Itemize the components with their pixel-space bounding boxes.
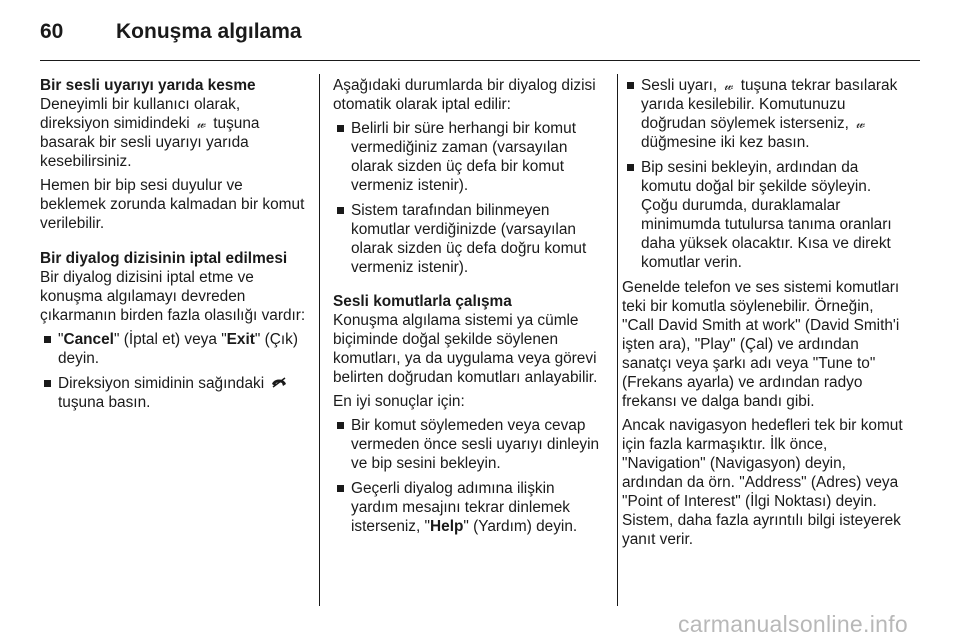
paragraph: Konuşma algılama sistemi ya cümle biçiminde doğal şekilde söylenen komutları, ya da uygulama veya görevi belirten doğrudan komutları anlayabilir. xyxy=(333,312,598,386)
bullet-square-icon xyxy=(337,485,344,492)
column-divider xyxy=(319,74,320,606)
list-item: Sistem tarafından bilinmeyen komutlar verdiğinizde (varsayılan olarak sizden üç defa doğru komut vermeniz istenir). xyxy=(333,201,605,277)
bullet-square-icon xyxy=(627,164,634,171)
section-heading: Bir sesli uyarıyı yarıda kesme xyxy=(40,77,256,94)
paragraph: En iyi sonuçlar için: xyxy=(333,393,465,410)
page-number: 60 xyxy=(40,20,64,43)
bullet-square-icon xyxy=(627,82,634,89)
voice-command-icon: 𝓌 xyxy=(724,78,734,93)
bullet-list xyxy=(333,119,605,277)
bullet-square-icon xyxy=(337,422,344,429)
bullet-list xyxy=(622,76,907,272)
paragraph: Genelde telefon ve ses sistemi komutları teki bir komutla söylenebilir. Örneğin, "Call David Smith at work" (David Smith'i işten ara), "Play" (Çal) ve ardından sanatçı veya şarkı adı veya "Tune to" (Frekans ayarla) ve ardından radyo frekansı ve dalga bandı gibi. xyxy=(622,279,900,410)
page-header xyxy=(40,14,302,50)
list-item: Sesli uyarı, 𝓌 tuşuna tekrar basılarak yarıda kesilebilir. Komutunuzu doğrudan söylemek isterseniz, 𝓌 düğmesine iki kez basın. xyxy=(622,76,907,152)
bullet-square-icon xyxy=(44,380,51,387)
paragraph: Bir diyalog dizisini iptal etme ve konuşma algılamayı devreden çıkarmanın birden fazla olasılığı vardır: xyxy=(40,269,306,324)
bullet-list xyxy=(40,330,306,412)
section-heading: Sesli komutlarla çalışma xyxy=(333,293,512,310)
paragraph: Deneyimli bir kullanıcı olarak, direksiyon simidindeki 𝓌 tuşuna basarak bir sesli uyarıyı yarıda kesebilirsiniz. xyxy=(40,96,260,170)
bullet-square-icon xyxy=(337,207,344,214)
paragraph: Hemen bir bip sesi duyulur ve beklemek zorunda kalmadan bir komut verilebilir. xyxy=(40,177,305,232)
list-item: Bip sesini bekleyin, ardından da komutu doğal bir şekilde söyleyin. Çoğu durumda, duraklamalar minimumda tutulursa tanıma oranları daha yüksek olacaktır. Kısa ve direkt komutlar verin. xyxy=(622,158,907,272)
paragraph: Ancak navigasyon hedefleri tek bir komut için fazla karmaşıktır. İlk önce, "Navigation" (Navigasyon) deyin, ardından da örn. "Address" (Adres) veya "Point of Interest" (İlgi Noktası) deyin. Sistem, daha fazla ayrıntılı bilgi isteyerek yanıt verir. xyxy=(622,417,903,548)
chapter-title: Konuşma algılama xyxy=(116,20,302,43)
hang-up-phone-icon xyxy=(268,374,290,393)
watermark: carmanualsonline.info xyxy=(677,611,908,637)
list-item: Bir komut söylemeden veya cevap vermeden önce sesli uyarıyı dinleyin ve bip sesini bekleyin. xyxy=(333,416,605,473)
list-item: "Cancel" (İptal et) veya "Exit" (Çık) deyin. xyxy=(40,330,306,368)
section-heading: Bir diyalog dizisinin iptal edilmesi xyxy=(40,250,288,267)
voice-command-icon: 𝓌 xyxy=(856,116,866,131)
list-item: Belirli bir süre herhangi bir komut vermediğiniz zaman (varsayılan olarak sizden üç defa bir komut vermeniz istenir). xyxy=(333,119,605,195)
list-item: Direksiyon simidinin sağındaki tuşuna basın. xyxy=(40,374,306,412)
bullet-square-icon xyxy=(44,336,51,343)
voice-command-icon: 𝓌 xyxy=(196,116,206,131)
header-rule xyxy=(40,60,920,61)
list-item: Geçerli diyalog adımına ilişkin yardım mesajını tekrar dinlemek isterseniz, "Help" (Yardım) deyin. xyxy=(333,479,605,536)
column-divider xyxy=(617,74,618,606)
column-2 xyxy=(333,76,605,542)
column-1 xyxy=(40,76,306,418)
paragraph: Aşağıdaki durumlarda bir diyalog dizisi otomatik olarak iptal edilir: xyxy=(333,77,596,113)
bullet-list xyxy=(333,416,605,536)
bullet-square-icon xyxy=(337,125,344,132)
column-3 xyxy=(622,76,907,554)
